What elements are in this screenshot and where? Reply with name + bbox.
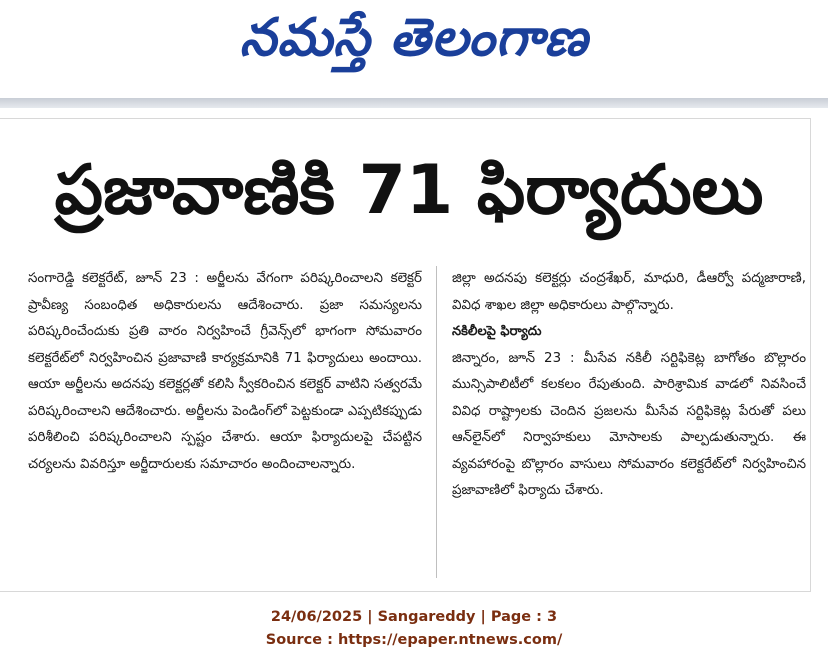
article-headline: ప్రజావాణికి 71 ఫిర్యాదులు bbox=[54, 151, 764, 230]
article-paragraph-continued: జిల్లా అదనపు కలెక్టర్లు చంద్రశేఖర్, మాధురి, డీఆర్వో పద్మజారాణి, వివిధ శాఖల జిల్లా అధికారులు పాల్గొన్నారు. bbox=[452, 271, 806, 313]
masthead-divider bbox=[0, 98, 828, 108]
column-divider bbox=[436, 266, 437, 578]
article-column-right bbox=[452, 266, 806, 505]
article-paragraph-secondary: జిన్నారం, జూన్ 23 : మీసేవ నకిలీ సర్టిఫికెట్ల బాగోతం బొల్లారం మున్సిపాలిటీలో కలకలం రేపుతుంది. పారిశ్రామిక వాడలో నివసించే వివిధ రాష్ట్రాలకు చెందిన ప్రజలను మీసేవ సర్టిఫికెట్ల పేరుతో పలు ఆన్‌లైన్‌లో నిర్వాహకులు మోసాలకు పాల్పడుతున్నారు. ఈ వ్యవహారంపై బొల్లారం వాసులు సోమవారం కలెక్టరేట్‌లో నిర్వహించిన ప్రజావాణిలో ఫిర్యాదు చేశారు. bbox=[452, 350, 806, 498]
source-link: Source : https://epaper.ntnews.com/ bbox=[265, 632, 563, 648]
article-subheading: నకిలీలపై ఫిర్యాదు bbox=[452, 324, 542, 339]
masthead bbox=[0, 0, 828, 98]
newspaper-logo: నమస్తే తెలంగాణ bbox=[239, 8, 589, 68]
publication-info: 24/06/2025 | Sangareddy | Page : 3 bbox=[270, 609, 558, 625]
article-column-left bbox=[28, 266, 422, 478]
article-paragraph: సంగారెడ్డి కలెక్టరేట్, జూన్ 23 : అర్జీలను వేగంగా పరిష్కరించాలని కలెక్టర్ ప్రావీణ్య సంబంధిత అధికారులను ఆదేశించారు. ప్రజా సమస్యలను పరిష్కరించేందుకు ప్రతి వారం నిర్వహించే గ్రీవెన్స్‌లో భాగంగా సోమవారం కలెక్టరేట్‌లో నిర్వహించిన ప్రజావాణి కార్యక్రమానికి 71 ఫిర్యాదులు అందాయి. ఆయా అర్జీలను అదనపు కలెక్టర్లతో కలిసి స్వీకరించిన కలెక్టర్ వాటిని సత్వరమే పరిష్కరించాలని ఆదేశించారు. అర్జీలను పెండింగ్‌లో పెట్టకుండా ఎప్పటికప్పుడు పరిశీలించి పరిష్కరించాలని స్పష్టం చేశారు. ఆయా ఫిర్యాదులపై చేపట్టిన చర్యలను వివరిస్తూ అర్జీదారులకు సమాచారం అందించాలన్నారు. bbox=[28, 271, 422, 472]
